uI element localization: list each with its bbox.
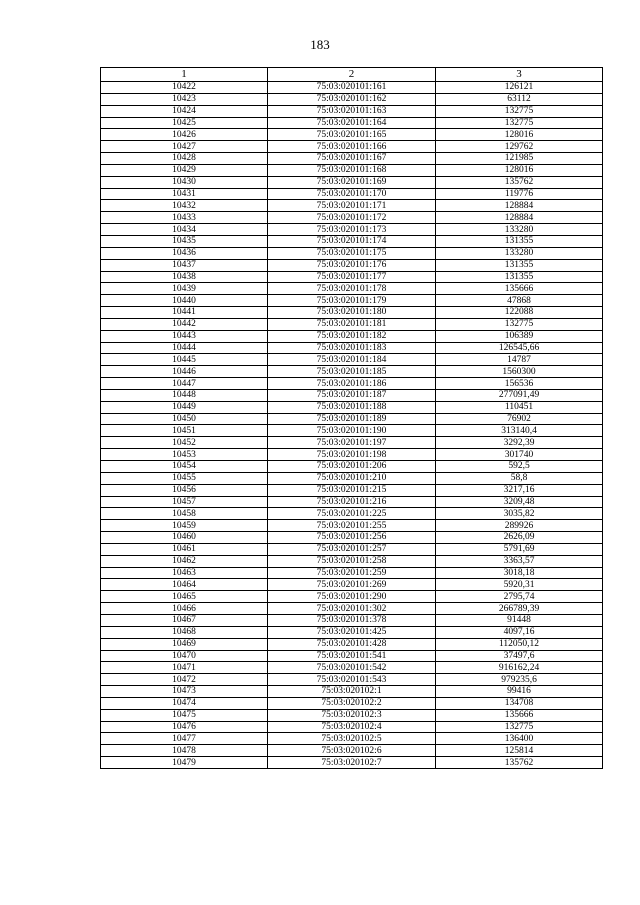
value-cell: 131355 <box>436 271 603 283</box>
row-number-cell: 10470 <box>101 650 268 662</box>
value-cell: 277091,49 <box>436 389 603 401</box>
table-row <box>101 437 603 449</box>
row-number-cell: 10459 <box>101 520 268 532</box>
table-row <box>101 733 603 745</box>
row-number-cell: 10432 <box>101 200 268 212</box>
row-number-cell: 10462 <box>101 555 268 567</box>
table-row <box>101 721 603 733</box>
value-cell: 37497,6 <box>436 650 603 662</box>
value-cell: 128016 <box>436 129 603 141</box>
row-number-cell: 10434 <box>101 224 268 236</box>
row-number-cell: 10464 <box>101 579 268 591</box>
row-number-cell: 10479 <box>101 757 268 769</box>
row-number-cell: 10444 <box>101 342 268 354</box>
value-cell: 2795,74 <box>436 591 603 603</box>
row-number-cell: 10457 <box>101 496 268 508</box>
row-number-cell: 10473 <box>101 686 268 698</box>
table-row <box>101 235 603 247</box>
table-row <box>101 378 603 390</box>
cadastral-number-cell: 75:03:020101:290 <box>268 591 436 603</box>
value-cell: 91448 <box>436 614 603 626</box>
value-cell: 106389 <box>436 330 603 342</box>
cadastral-number-cell: 75:03:020101:162 <box>268 93 436 105</box>
row-number-cell: 10472 <box>101 674 268 686</box>
table-header-row <box>101 68 603 82</box>
value-cell: 3018,18 <box>436 567 603 579</box>
value-cell: 3292,39 <box>436 437 603 449</box>
value-cell: 301740 <box>436 449 603 461</box>
table-row <box>101 93 603 105</box>
value-cell: 979235,6 <box>436 674 603 686</box>
cadastral-number-cell: 75:03:020101:257 <box>268 543 436 555</box>
cadastral-number-cell: 75:03:020101:168 <box>268 164 436 176</box>
row-number-cell: 10455 <box>101 472 268 484</box>
table-row <box>101 105 603 117</box>
row-number-cell: 10456 <box>101 484 268 496</box>
value-cell: 916162,24 <box>436 662 603 674</box>
table-row <box>101 389 603 401</box>
cadastral-number-cell: 75:03:020102:3 <box>268 709 436 721</box>
cadastral-number-cell: 75:03:020101:378 <box>268 614 436 626</box>
row-number-cell: 10443 <box>101 330 268 342</box>
value-cell: 129762 <box>436 141 603 153</box>
value-cell: 592,5 <box>436 461 603 473</box>
row-number-cell: 10466 <box>101 603 268 615</box>
table-row <box>101 603 603 615</box>
table-row <box>101 686 603 698</box>
value-cell: 126121 <box>436 82 603 94</box>
row-number-cell: 10453 <box>101 449 268 461</box>
cadastral-number-cell: 75:03:020101:183 <box>268 342 436 354</box>
cadastral-number-cell: 75:03:020101:206 <box>268 461 436 473</box>
value-cell: 128884 <box>436 200 603 212</box>
value-cell: 131355 <box>436 235 603 247</box>
value-cell: 133280 <box>436 247 603 259</box>
table-row <box>101 318 603 330</box>
table-row <box>101 461 603 473</box>
cadastral-number-cell: 75:03:020101:171 <box>268 200 436 212</box>
cadastral-number-cell: 75:03:020101:177 <box>268 271 436 283</box>
value-cell: 119776 <box>436 188 603 200</box>
cadastral-number-cell: 75:03:020101:180 <box>268 307 436 319</box>
table-row <box>101 354 603 366</box>
row-number-cell: 10422 <box>101 82 268 94</box>
cadastral-number-cell: 75:03:020101:225 <box>268 508 436 520</box>
row-number-cell: 10451 <box>101 425 268 437</box>
cadastral-number-cell: 75:03:020101:215 <box>268 484 436 496</box>
row-number-cell: 10431 <box>101 188 268 200</box>
value-cell: 128016 <box>436 164 603 176</box>
cadastral-number-cell: 75:03:020101:182 <box>268 330 436 342</box>
cadastral-number-cell: 75:03:020102:4 <box>268 721 436 733</box>
cadastral-number-cell: 75:03:020101:216 <box>268 496 436 508</box>
column-header: 1 <box>101 68 268 82</box>
table-row <box>101 330 603 342</box>
table-row <box>101 543 603 555</box>
row-number-cell: 10468 <box>101 626 268 638</box>
cadastral-number-cell: 75:03:020101:164 <box>268 117 436 129</box>
row-number-cell: 10436 <box>101 247 268 259</box>
cadastral-number-cell: 75:03:020102:1 <box>268 686 436 698</box>
value-cell: 3209,48 <box>436 496 603 508</box>
cadastral-number-cell: 75:03:020101:163 <box>268 105 436 117</box>
cadastral-number-cell: 75:03:020101:198 <box>268 449 436 461</box>
value-cell: 289926 <box>436 520 603 532</box>
row-number-cell: 10454 <box>101 461 268 473</box>
row-number-cell: 10460 <box>101 532 268 544</box>
table-row <box>101 176 603 188</box>
row-number-cell: 10442 <box>101 318 268 330</box>
value-cell: 1560300 <box>436 366 603 378</box>
row-number-cell: 10469 <box>101 638 268 650</box>
row-number-cell: 10435 <box>101 235 268 247</box>
value-cell: 14787 <box>436 354 603 366</box>
row-number-cell: 10439 <box>101 283 268 295</box>
table-row <box>101 591 603 603</box>
row-number-cell: 10478 <box>101 745 268 757</box>
cadastral-number-cell: 75:03:020101:259 <box>268 567 436 579</box>
cadastral-number-cell: 75:03:020101:210 <box>268 472 436 484</box>
table-row <box>101 745 603 757</box>
cadastral-number-cell: 75:03:020101:188 <box>268 401 436 413</box>
row-number-cell: 10433 <box>101 212 268 224</box>
value-cell: 3217,16 <box>436 484 603 496</box>
table-row <box>101 508 603 520</box>
table-row <box>101 129 603 141</box>
value-cell: 132775 <box>436 721 603 733</box>
table-row <box>101 662 603 674</box>
cadastral-number-cell: 75:03:020102:2 <box>268 697 436 709</box>
value-cell: 132775 <box>436 117 603 129</box>
table-row <box>101 117 603 129</box>
row-number-cell: 10475 <box>101 709 268 721</box>
cadastral-number-cell: 75:03:020101:190 <box>268 425 436 437</box>
cadastral-number-cell: 75:03:020101:166 <box>268 141 436 153</box>
value-cell: 132775 <box>436 318 603 330</box>
value-cell: 63112 <box>436 93 603 105</box>
cadastral-number-cell: 75:03:020101:178 <box>268 283 436 295</box>
row-number-cell: 10430 <box>101 176 268 188</box>
value-cell: 99416 <box>436 686 603 698</box>
table-row <box>101 307 603 319</box>
value-cell: 156536 <box>436 378 603 390</box>
cadastral-number-cell: 75:03:020101:187 <box>268 389 436 401</box>
row-number-cell: 10426 <box>101 129 268 141</box>
row-number-cell: 10446 <box>101 366 268 378</box>
cadastral-number-cell: 75:03:020102:6 <box>268 745 436 757</box>
table-row <box>101 82 603 94</box>
value-cell: 131355 <box>436 259 603 271</box>
row-number-cell: 10471 <box>101 662 268 674</box>
row-number-cell: 10447 <box>101 378 268 390</box>
cadastral-number-cell: 75:03:020101:425 <box>268 626 436 638</box>
table-row <box>101 164 603 176</box>
column-header: 3 <box>436 68 603 82</box>
row-number-cell: 10428 <box>101 153 268 165</box>
value-cell: 76902 <box>436 413 603 425</box>
value-cell: 112050,12 <box>436 638 603 650</box>
column-header: 2 <box>268 68 436 82</box>
table-row <box>101 532 603 544</box>
table-row <box>101 520 603 532</box>
row-number-cell: 10427 <box>101 141 268 153</box>
row-number-cell: 10474 <box>101 697 268 709</box>
row-number-cell: 10440 <box>101 295 268 307</box>
row-number-cell: 10465 <box>101 591 268 603</box>
table-row <box>101 271 603 283</box>
cadastral-number-cell: 75:03:020101:543 <box>268 674 436 686</box>
row-number-cell: 10452 <box>101 437 268 449</box>
table-row <box>101 141 603 153</box>
table-row <box>101 472 603 484</box>
table-row <box>101 283 603 295</box>
value-cell: 2626,09 <box>436 532 603 544</box>
row-number-cell: 10423 <box>101 93 268 105</box>
row-number-cell: 10463 <box>101 567 268 579</box>
cadastral-number-cell: 75:03:020101:179 <box>268 295 436 307</box>
value-cell: 126545,66 <box>436 342 603 354</box>
page-number: 183 <box>310 37 330 52</box>
value-cell: 135762 <box>436 176 603 188</box>
cadastral-number-cell: 75:03:020101:170 <box>268 188 436 200</box>
cadastral-number-cell: 75:03:020101:167 <box>268 153 436 165</box>
cadastral-number-cell: 75:03:020101:165 <box>268 129 436 141</box>
table-row <box>101 224 603 236</box>
row-number-cell: 10450 <box>101 413 268 425</box>
table-row <box>101 567 603 579</box>
cadastral-number-cell: 75:03:020101:184 <box>268 354 436 366</box>
value-cell: 133280 <box>436 224 603 236</box>
table-row <box>101 650 603 662</box>
value-cell: 128884 <box>436 212 603 224</box>
cadastral-number-cell: 75:03:020101:161 <box>268 82 436 94</box>
cadastral-number-cell: 75:03:020101:302 <box>268 603 436 615</box>
table-row <box>101 366 603 378</box>
table-row <box>101 697 603 709</box>
table-row <box>101 212 603 224</box>
cadastral-number-cell: 75:03:020101:181 <box>268 318 436 330</box>
table-row <box>101 425 603 437</box>
row-number-cell: 10425 <box>101 117 268 129</box>
cadastral-number-cell: 75:03:020101:186 <box>268 378 436 390</box>
value-cell: 47868 <box>436 295 603 307</box>
value-cell: 132775 <box>436 105 603 117</box>
cadastral-number-cell: 75:03:020101:541 <box>268 650 436 662</box>
cadastral-number-cell: 75:03:020102:5 <box>268 733 436 745</box>
cadastral-number-cell: 75:03:020102:7 <box>268 757 436 769</box>
table-row <box>101 342 603 354</box>
row-number-cell: 10477 <box>101 733 268 745</box>
value-cell: 58,8 <box>436 472 603 484</box>
value-cell: 4097,16 <box>436 626 603 638</box>
table-body <box>101 82 603 769</box>
table-row <box>101 484 603 496</box>
table-row <box>101 259 603 271</box>
table-row <box>101 449 603 461</box>
data-table <box>100 67 603 769</box>
cadastral-number-cell: 75:03:020101:269 <box>268 579 436 591</box>
value-cell: 136400 <box>436 733 603 745</box>
table-row <box>101 200 603 212</box>
value-cell: 3363,57 <box>436 555 603 567</box>
cadastral-number-cell: 75:03:020101:189 <box>268 413 436 425</box>
value-cell: 135666 <box>436 709 603 721</box>
table-row <box>101 295 603 307</box>
table-row <box>101 626 603 638</box>
table-row <box>101 555 603 567</box>
row-number-cell: 10445 <box>101 354 268 366</box>
cadastral-number-cell: 75:03:020101:258 <box>268 555 436 567</box>
cadastral-number-cell: 75:03:020101:428 <box>268 638 436 650</box>
row-number-cell: 10458 <box>101 508 268 520</box>
table-row <box>101 188 603 200</box>
table-row <box>101 413 603 425</box>
value-cell: 121985 <box>436 153 603 165</box>
cadastral-number-cell: 75:03:020101:173 <box>268 224 436 236</box>
row-number-cell: 10449 <box>101 401 268 413</box>
cadastral-number-cell: 75:03:020101:197 <box>268 437 436 449</box>
table-row <box>101 614 603 626</box>
value-cell: 313140,4 <box>436 425 603 437</box>
value-cell: 134708 <box>436 697 603 709</box>
row-number-cell: 10448 <box>101 389 268 401</box>
value-cell: 135666 <box>436 283 603 295</box>
table-row <box>101 496 603 508</box>
row-number-cell: 10429 <box>101 164 268 176</box>
row-number-cell: 10424 <box>101 105 268 117</box>
cadastral-number-cell: 75:03:020101:256 <box>268 532 436 544</box>
value-cell: 266789,39 <box>436 603 603 615</box>
table-row <box>101 709 603 721</box>
value-cell: 3035,82 <box>436 508 603 520</box>
cadastral-number-cell: 75:03:020101:176 <box>268 259 436 271</box>
cadastral-number-cell: 75:03:020101:174 <box>268 235 436 247</box>
cadastral-number-cell: 75:03:020101:255 <box>268 520 436 532</box>
table-row <box>101 579 603 591</box>
value-cell: 122088 <box>436 307 603 319</box>
value-cell: 135762 <box>436 757 603 769</box>
value-cell: 5920,31 <box>436 579 603 591</box>
value-cell: 5791,69 <box>436 543 603 555</box>
table-row <box>101 153 603 165</box>
cadastral-number-cell: 75:03:020101:542 <box>268 662 436 674</box>
table-row <box>101 638 603 650</box>
row-number-cell: 10476 <box>101 721 268 733</box>
cadastral-number-cell: 75:03:020101:175 <box>268 247 436 259</box>
row-number-cell: 10461 <box>101 543 268 555</box>
table-row <box>101 757 603 769</box>
row-number-cell: 10438 <box>101 271 268 283</box>
row-number-cell: 10467 <box>101 614 268 626</box>
value-cell: 125814 <box>436 745 603 757</box>
value-cell: 110451 <box>436 401 603 413</box>
row-number-cell: 10441 <box>101 307 268 319</box>
cadastral-number-cell: 75:03:020101:185 <box>268 366 436 378</box>
table-row <box>101 247 603 259</box>
row-number-cell: 10437 <box>101 259 268 271</box>
table-row <box>101 401 603 413</box>
cadastral-number-cell: 75:03:020101:169 <box>268 176 436 188</box>
cadastral-number-cell: 75:03:020101:172 <box>268 212 436 224</box>
table-row <box>101 674 603 686</box>
